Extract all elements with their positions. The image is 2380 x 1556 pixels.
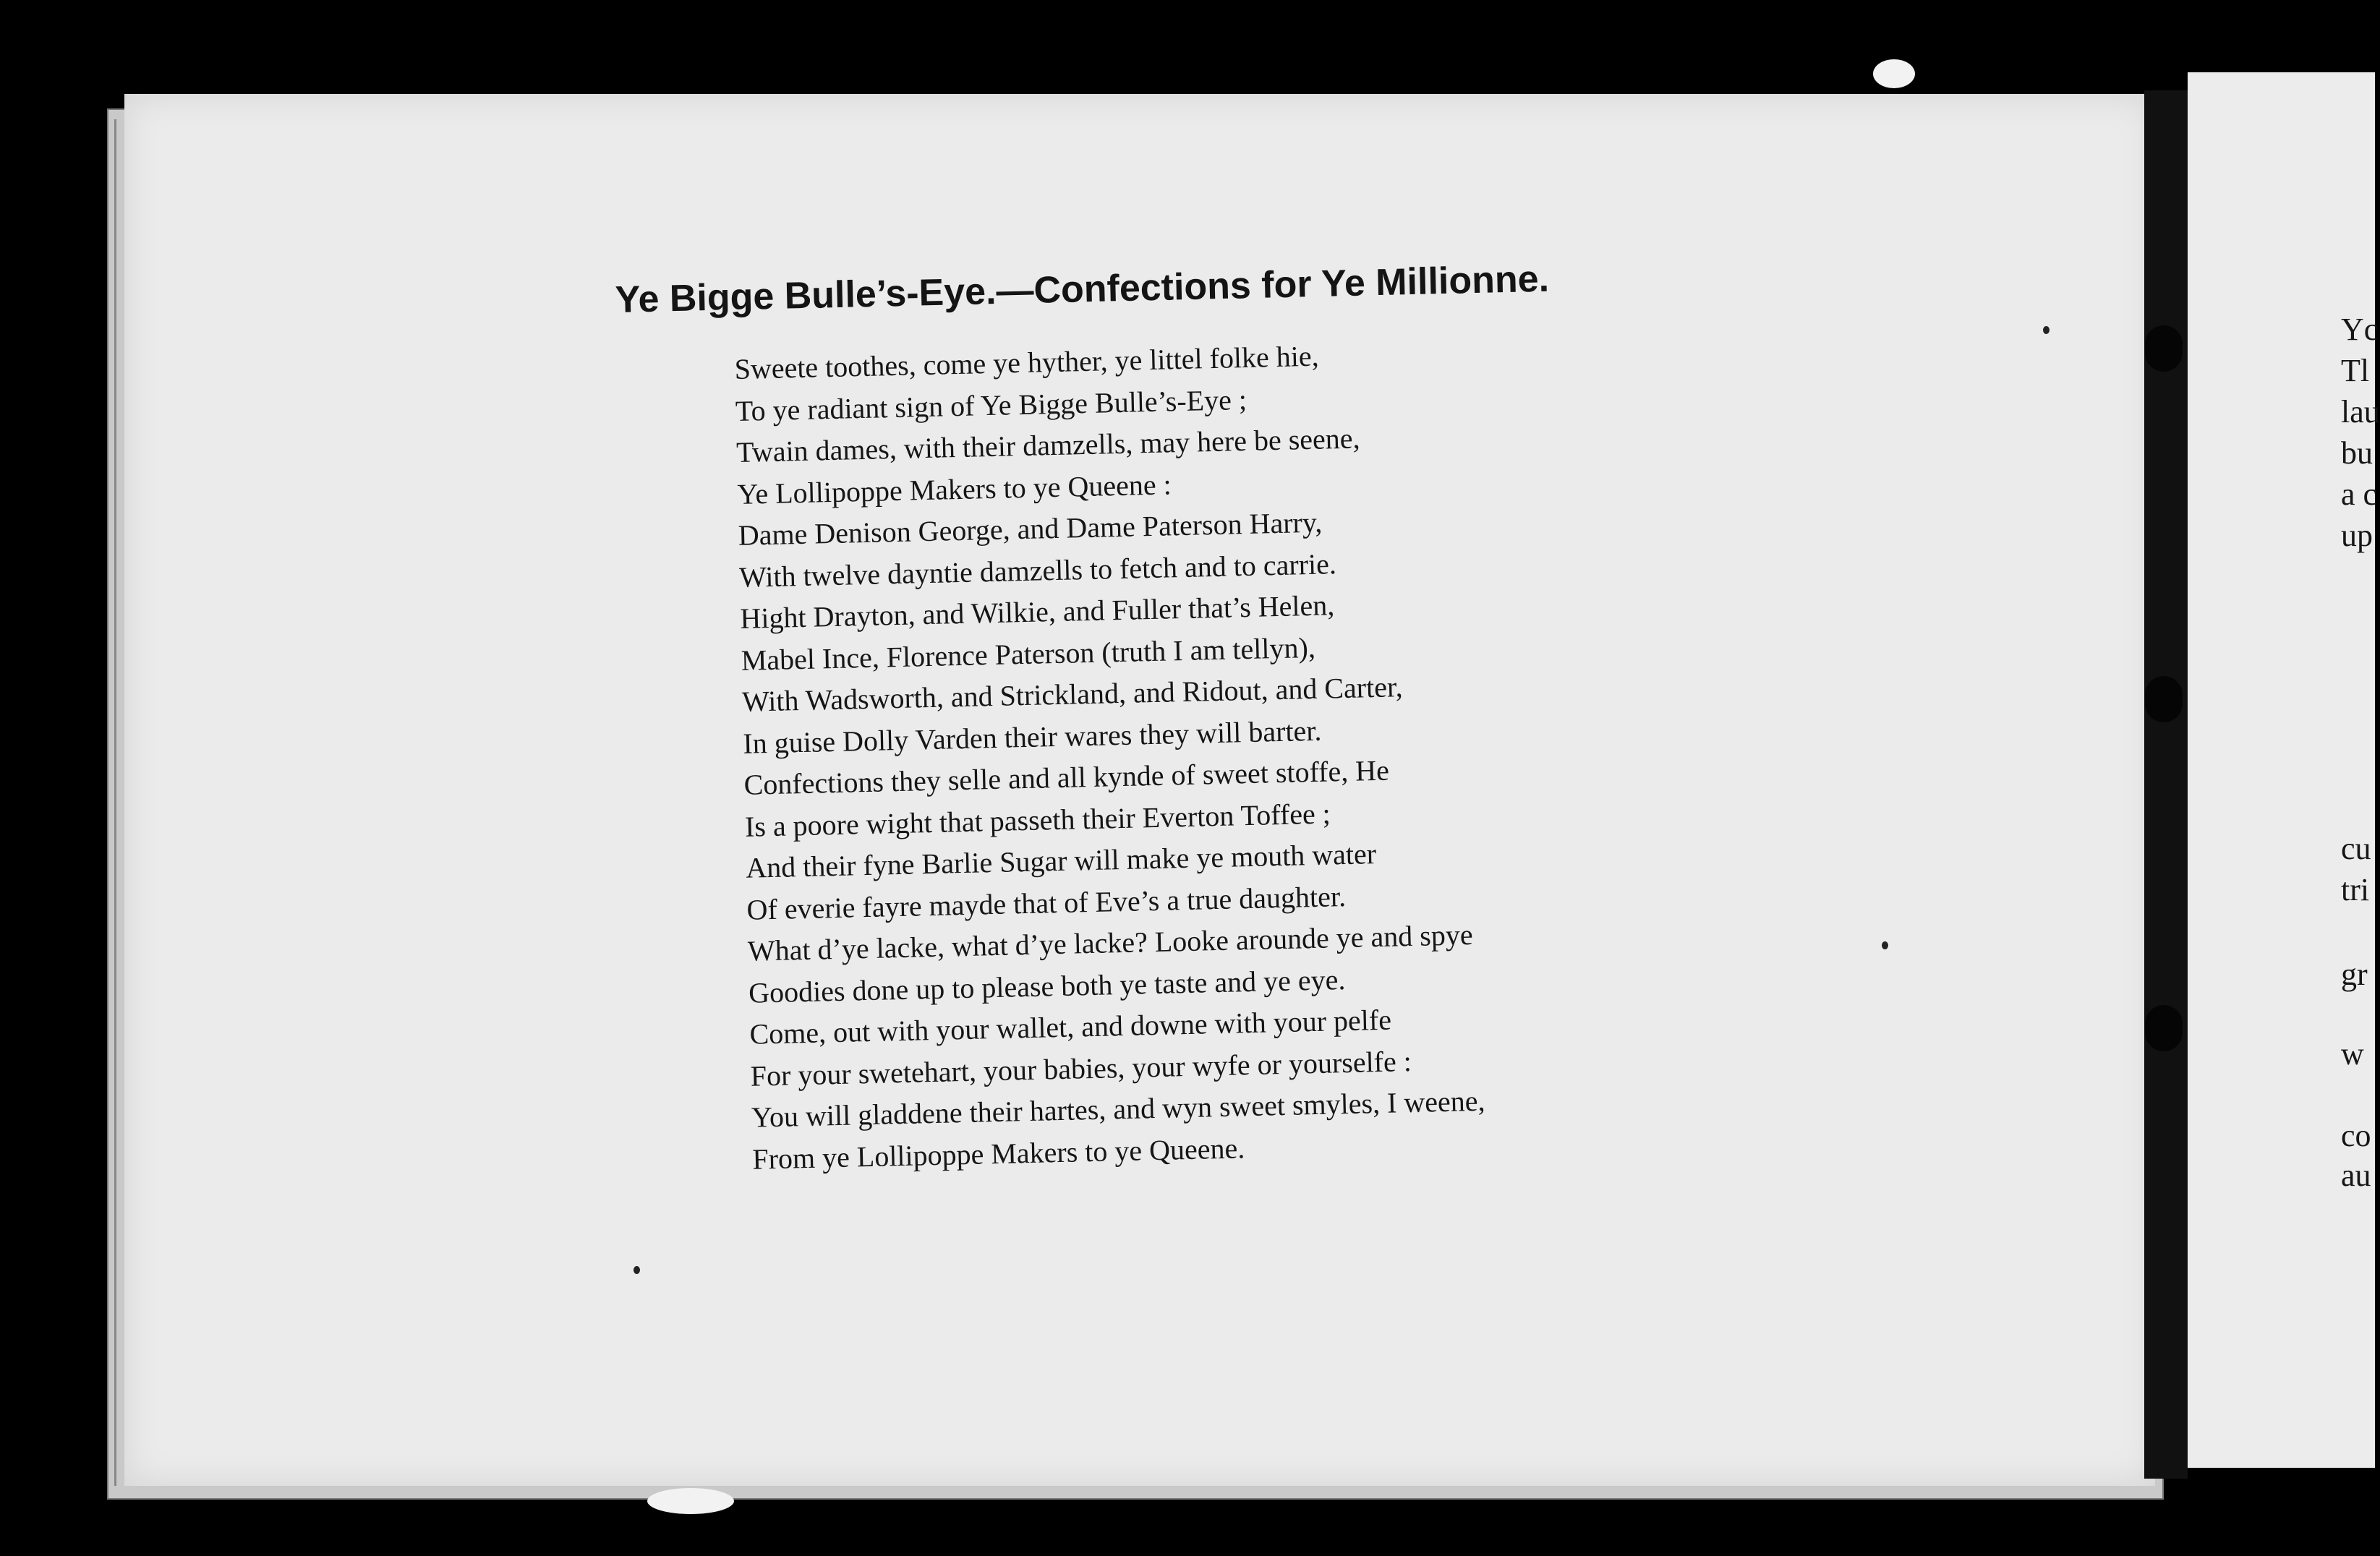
poem-line: With twelve dayntie damzells to fetch and to carrie. xyxy=(738,547,1337,594)
binding-ring xyxy=(2145,1005,2183,1051)
poem-line: For your swetehart, your babies, your wyfe or yourselfe : xyxy=(750,1044,1412,1093)
binding-ring xyxy=(2145,676,2183,722)
poem-line: Hight Drayton, and Wilkie, and Fuller that’s Helen, xyxy=(739,589,1335,635)
paper-tear xyxy=(647,1488,734,1514)
poem-line: And their fyne Barlie Sugar will make ye mouth water xyxy=(745,837,1377,884)
poem-line: With Wadsworth, and Strickland, and Ridout, and Carter, xyxy=(741,670,1404,718)
right-page-fragment: cu xyxy=(2341,831,2371,866)
ink-speck xyxy=(1882,941,1888,949)
poem xyxy=(734,332,1486,1180)
right-page-fragment: Yc xyxy=(2341,312,2379,347)
poem-line: Goodies done up to please both ye taste and ye eye. xyxy=(748,962,1346,1009)
poem-line: Confections they selle and all kynde of sweet stoffe, He xyxy=(743,753,1390,801)
ink-speck xyxy=(2043,326,2050,334)
binding-gutter xyxy=(2144,90,2188,1479)
page-title: Ye Bigge Bulle’s-Eye.—Confections for Ye Millionne. xyxy=(615,257,1550,321)
right-page-fragment: gr xyxy=(2341,957,2368,992)
right-page-fragment: lau xyxy=(2341,394,2380,429)
poem-line: Ye Lollipoppe Makers to ye Queene : xyxy=(737,467,1172,510)
poem-line: Dame Denison George, and Dame Paterson Harry, xyxy=(738,505,1323,552)
poem-line: Of everie fayre mayde that of Eve’s a true daughter. xyxy=(746,879,1347,926)
right-page-fragment: tri xyxy=(2341,872,2370,907)
right-page-fragment: au xyxy=(2341,1158,2371,1193)
poem-line: Is a poore wight that passeth their Everton Toffee ; xyxy=(744,796,1331,843)
paper-tear xyxy=(1873,59,1915,88)
right-page-fragment: a c xyxy=(2341,476,2378,512)
right-page xyxy=(2188,72,2380,1468)
poem-line: What d’ye lacke, what d’ye lacke? Looke arounde ye and spye xyxy=(747,918,1474,967)
right-page-fragment: co xyxy=(2341,1118,2371,1153)
poem-line: Twain dames, with their damzells, may here be seene, xyxy=(735,422,1360,469)
poem-line: Come, out with your wallet, and downe with your pelfe xyxy=(749,1003,1392,1051)
poem-line: In guise Dolly Varden their wares they will barter. xyxy=(742,714,1322,760)
binding-ring xyxy=(2145,325,2183,372)
poem-line: Mabel Ince, Florence Paterson (truth I am tellyn), xyxy=(741,630,1316,677)
poem-line: You will gladdene their hartes, and wyn sweet smyles, I weene, xyxy=(751,1084,1485,1134)
right-page-fragment: bu xyxy=(2341,435,2373,471)
poem-line: Sweete toothes, come ye hyther, ye littel folke hie, xyxy=(734,339,1320,385)
poem-line: To ye radiant sign of Ye Bigge Bulle’s-Eye ; xyxy=(735,382,1247,427)
right-page-fragment: Tl xyxy=(2341,353,2370,388)
ink-speck xyxy=(634,1266,640,1274)
right-page-fragment: w xyxy=(2341,1036,2364,1072)
right-page-fragment: up xyxy=(2341,518,2373,553)
poem-line: From ye Lollipoppe Makers to ye Queene. xyxy=(751,1131,1245,1176)
